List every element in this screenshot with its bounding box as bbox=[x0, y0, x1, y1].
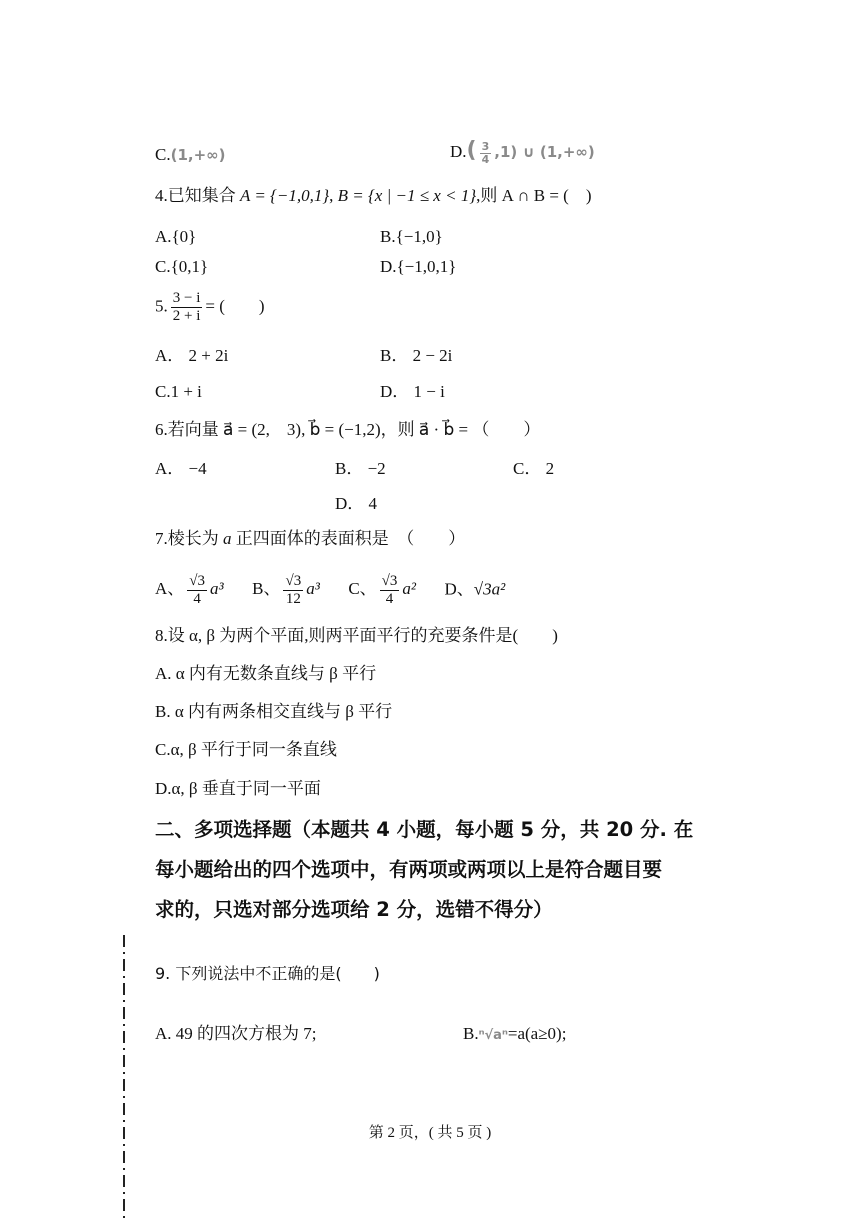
q4-set-b: B = {x | −1 ≤ x < 1} bbox=[337, 186, 477, 205]
q3-option-d-fraction: $\frac{3}{4}$ bbox=[481, 139, 490, 166]
q6-option-a: A． −4 bbox=[155, 459, 207, 478]
q3-option-c bbox=[155, 144, 226, 166]
q3-option-d: D.( $\frac{3}{4}$ ,1) ∪ (1,+∞) bbox=[450, 138, 595, 166]
q7-option-b: B、 $\frac{√3}{12}$ a³ bbox=[252, 573, 320, 607]
q5-option-a: A． 2 + 2i bbox=[155, 346, 229, 365]
q8-option-c: C.α, β 平行于同一条直线 bbox=[155, 740, 337, 759]
q3-option-c-label: C. bbox=[155, 145, 171, 164]
q9-option-b: B.ⁿ√aⁿ=a(a≥0); bbox=[463, 1024, 567, 1043]
section2-heading-line3: 求的，只选对部分选项给 2 分，选错不得分） bbox=[155, 898, 553, 921]
q6-stem: 6.若向量 a⃗ = (2, 3), b⃗ = (−1,2)，则 a⃗ · b⃗ = （ ） bbox=[155, 420, 541, 439]
binding-cut-line bbox=[123, 935, 125, 1222]
q4-stem: 4.已知集合 A = {−1,0,1}, B = {x | −1 ≤ x < 1},则 A ∩ B = ( ) bbox=[155, 186, 592, 205]
q8-option-a: A. α 内有无数条直线与 β 平行 bbox=[155, 664, 377, 683]
q6-option-b: B． −2 bbox=[335, 459, 386, 478]
section2-heading-line2: 每小题给出的四个选项中，有两项或两项以上是符合题目要 bbox=[155, 858, 663, 881]
section2-heading-line1: 二、多项选择题（本题共 4 小题，每小题 5 分，共 20 分. 在 bbox=[155, 818, 694, 841]
q4-option-a: A.{0} bbox=[155, 227, 197, 246]
q4-option-b: B.{−1,0} bbox=[380, 227, 443, 246]
q5-stem: 5. $\frac{3 - i}{2 + i}$ = ( ) bbox=[155, 290, 265, 324]
q3-option-d-label: D. bbox=[450, 142, 467, 161]
q9-option-b-radical: ⁿ√aⁿ bbox=[478, 1028, 508, 1043]
q4-option-d: D.{−1,0,1} bbox=[380, 257, 457, 276]
q7-options bbox=[155, 573, 505, 608]
q3-option-c-interval: (1,+∞) bbox=[170, 146, 226, 164]
q9-stem: 9. 下列说法中不正确的是( ) bbox=[155, 964, 380, 983]
q8-option-b: B. α 内有两条相交直线与 β 平行 bbox=[155, 702, 393, 721]
q4-set-a: A = {−1,0,1} bbox=[240, 186, 330, 205]
page-footer: 第 2 页，( 共 5 页 ) bbox=[368, 1125, 492, 1141]
q5-option-c: C.1 + i bbox=[155, 382, 202, 401]
q7-option-a: A、 $\frac{√3}{4}$ a³ bbox=[155, 573, 224, 607]
q3-option-d-tail: ,1) ∪ (1,+∞) bbox=[494, 143, 595, 161]
q5-fraction: $\frac{3 - i}{2 + i}$ bbox=[172, 290, 201, 324]
q8-stem: 8.设 α, β 为两个平面,则两平面平行的充要条件是( ) bbox=[155, 626, 558, 645]
q7-option-d: D、√3a² bbox=[444, 579, 506, 599]
q6-option-d: D． 4 bbox=[335, 494, 378, 513]
q7-option-c: C、 $\frac{√3}{4}$ a² bbox=[348, 573, 416, 607]
q5-option-b: B． 2 − 2i bbox=[380, 346, 453, 365]
q7-stem: 7.棱长为 a 正四面体的表面积是 （ ） bbox=[155, 529, 466, 548]
q9-option-a: A. 49 的四次方根为 7; bbox=[155, 1024, 317, 1043]
q8-option-d: D.α, β 垂直于同一平面 bbox=[155, 779, 321, 798]
q5-option-d: D． 1 − i bbox=[380, 382, 445, 401]
q6-option-c: C． 2 bbox=[513, 459, 555, 478]
q4-option-c: C.{0,1} bbox=[155, 257, 209, 276]
